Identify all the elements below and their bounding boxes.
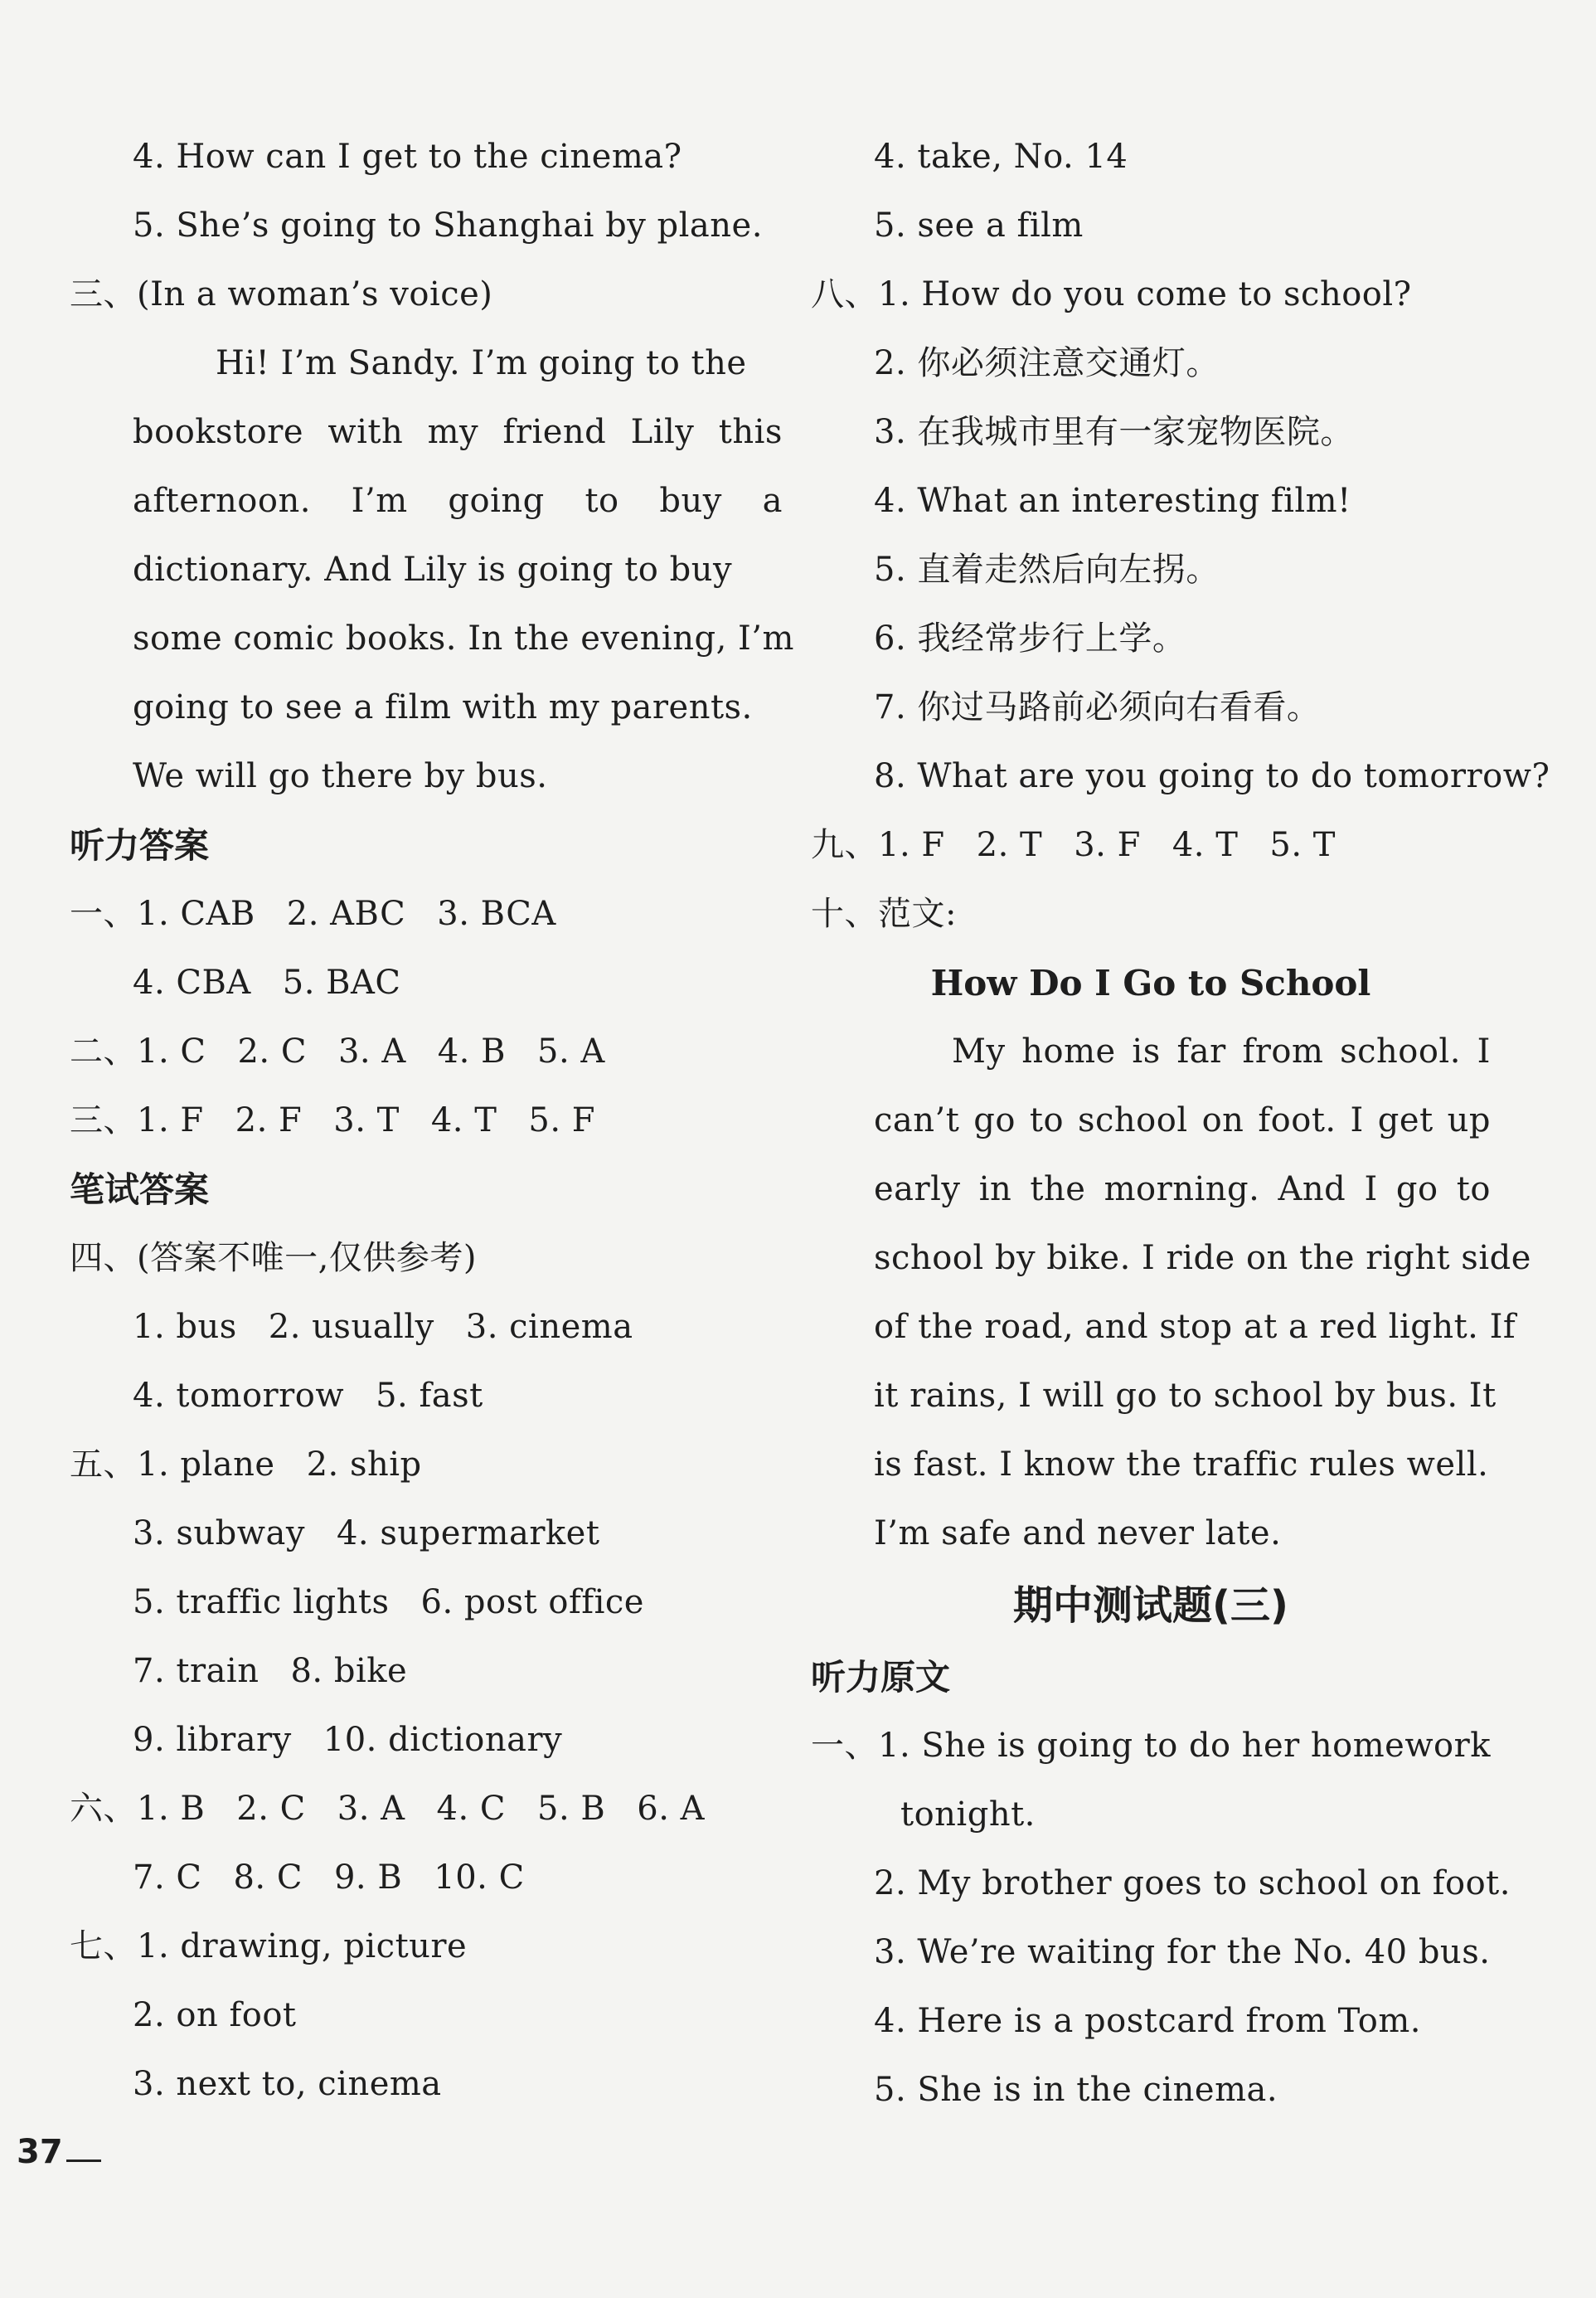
answer: 二、1. C xyxy=(70,1032,206,1071)
answer: 3. F xyxy=(1074,826,1141,864)
answer: 10. dictionary xyxy=(323,1721,563,1759)
essay-word: And xyxy=(1278,1170,1346,1208)
section-label: 四、(答案不唯一,仅供参考) xyxy=(70,1239,477,1277)
page-number-rule xyxy=(66,2160,101,2162)
essay-line xyxy=(811,1086,1491,1155)
essay-word: I xyxy=(1364,1170,1378,1208)
script-word: to xyxy=(1143,1727,1178,1765)
answer: 1. bus xyxy=(133,1308,237,1346)
essay-word: go xyxy=(1395,1170,1438,1208)
passage-line: going to see a film with my parents. xyxy=(133,688,753,726)
passage-word: this xyxy=(718,413,783,451)
essay-word: go xyxy=(973,1101,1016,1139)
passage-word: bookstore xyxy=(133,413,303,451)
essay-line: it rains, I will go to school by bus. It xyxy=(874,1377,1497,1415)
essay-word: is xyxy=(1132,1032,1161,1071)
script-word: do xyxy=(1188,1727,1231,1765)
answer: 5. BAC xyxy=(282,964,401,1002)
essay-line: is fast. I know the traffic rules well. xyxy=(874,1445,1489,1484)
answer-line: 3. 在我城市里有一家宠物医院。 xyxy=(874,413,1354,451)
answer: 4. CBA xyxy=(133,964,251,1002)
answer-line xyxy=(70,1637,783,1706)
answer: 4. T xyxy=(430,1101,497,1139)
answer-line: 8. What are you going to do tomorrow? xyxy=(874,757,1550,795)
essay-title: How Do I Go to School xyxy=(930,963,1371,1003)
answer: 8. C xyxy=(233,1858,303,1897)
answer: 5. fast xyxy=(376,1377,483,1415)
script-line: 2. My brother goes to school on foot. xyxy=(874,1864,1511,1902)
midterm-test-title: 期中测试题(三) xyxy=(1013,1582,1288,1629)
passage-word: friend xyxy=(502,413,607,451)
answer: 4. supermarket xyxy=(336,1514,600,1552)
answer: 5. traffic lights xyxy=(133,1583,390,1621)
answer: 9. B xyxy=(333,1858,403,1897)
answer-line xyxy=(70,1775,783,1844)
section-label: 三、(In a woman’s voice) xyxy=(70,275,493,313)
essay-word: morning. xyxy=(1104,1170,1260,1208)
script-line: 3. We’re waiting for the No. 40 bus. xyxy=(874,1933,1491,1971)
answer: 2. usually xyxy=(268,1308,434,1346)
answer: 4. tomorrow xyxy=(133,1377,345,1415)
answer: 2. C xyxy=(237,1032,307,1071)
passage-line xyxy=(70,467,783,536)
essay-word: up xyxy=(1447,1101,1491,1139)
answer-line: 5. see a film xyxy=(874,206,1084,245)
script-line: 5. She is in the cinema. xyxy=(874,2071,1278,2109)
script-word: is xyxy=(997,1727,1026,1765)
listening-script-heading: 听力原文 xyxy=(811,1657,951,1698)
answer: 3. A xyxy=(337,1032,406,1071)
passage-line: dictionary. And Lily is going to buy xyxy=(133,551,733,589)
script-word: 一、1. She xyxy=(811,1727,987,1765)
essay-line: school by bike. I ride on the right side xyxy=(874,1239,1531,1277)
written-answers-heading: 笔试答案 xyxy=(70,1169,210,1210)
answer: 8. bike xyxy=(290,1652,408,1690)
answer-line xyxy=(811,811,1491,880)
answer: 3. cinema xyxy=(465,1308,633,1346)
answer-line: 5. 直着走然后向左拐。 xyxy=(874,551,1220,589)
answer-line xyxy=(70,1499,783,1568)
essay-word: My xyxy=(952,1032,1006,1071)
answer-line xyxy=(70,1844,783,1912)
answer: 5. F xyxy=(528,1101,596,1139)
right-column xyxy=(811,123,1550,2125)
answer: 六、1. B xyxy=(70,1790,206,1828)
answer: 3. A xyxy=(337,1790,405,1828)
essay-word: foot. xyxy=(1258,1101,1336,1139)
essay-word: home xyxy=(1021,1032,1116,1071)
answer: 2. C xyxy=(236,1790,306,1828)
answer-line: 3. next to, cinema xyxy=(133,2065,442,2103)
answer-line xyxy=(70,1568,783,1637)
answer-line xyxy=(70,1362,783,1431)
answer-line xyxy=(70,949,783,1018)
answer: 3. subway xyxy=(133,1514,305,1552)
answer: 2. ABC xyxy=(286,895,406,933)
answer-line: 七、1. drawing, picture xyxy=(70,1927,468,1965)
answer-line: 4. How can I get to the cinema? xyxy=(133,138,682,176)
passage-line: Hi! I’m Sandy. I’m going to the xyxy=(216,344,747,382)
answer-line: 4. What an interesting film! xyxy=(874,482,1351,520)
passage-word: Lily xyxy=(630,413,695,451)
essay-line xyxy=(811,1018,1491,1086)
answer: 三、1. F xyxy=(70,1101,204,1139)
answer: 2. F xyxy=(235,1101,303,1139)
answer: 3. BCA xyxy=(437,895,556,933)
answer-line: 5. She’s going to Shanghai by plane. xyxy=(133,206,763,245)
passage-word: a xyxy=(762,482,783,520)
passage-word: to xyxy=(585,482,619,520)
essay-line xyxy=(811,1155,1491,1224)
answer: 3. T xyxy=(333,1101,400,1139)
section-label: 十、范文: xyxy=(811,895,957,933)
answer: 6. post office xyxy=(420,1583,644,1621)
listening-answers-heading: 听力答案 xyxy=(70,825,210,866)
essay-word: I xyxy=(1477,1032,1491,1071)
passage-word: buy xyxy=(659,482,722,520)
answer: 6. A xyxy=(637,1790,706,1828)
page-number: 37 xyxy=(17,2133,63,2171)
answer-line: 4. take, No. 14 xyxy=(874,138,1128,176)
answer: 5. T xyxy=(1269,826,1336,864)
answer: 5. A xyxy=(537,1032,605,1071)
answer-line: 7. 你过马路前必须向右看看。 xyxy=(874,688,1321,726)
essay-word: in xyxy=(978,1170,1012,1208)
essay-word: can’t xyxy=(874,1101,960,1139)
passage-word: my xyxy=(427,413,479,451)
answer: 4. C xyxy=(436,1790,507,1828)
passage-line: We will go there by bus. xyxy=(133,757,548,795)
answer-line xyxy=(70,1086,783,1155)
essay-word: to xyxy=(1456,1170,1491,1208)
answer: 2. ship xyxy=(306,1445,422,1484)
answer: 九、1. F xyxy=(811,826,945,864)
script-word: her xyxy=(1241,1727,1300,1765)
essay-word: school. xyxy=(1340,1032,1461,1071)
answer-line: 2. on foot xyxy=(133,1996,297,2034)
answer: 2. T xyxy=(976,826,1043,864)
answer: 9. library xyxy=(133,1721,292,1759)
listening-passage xyxy=(70,329,794,811)
essay-word: school xyxy=(1077,1101,1188,1139)
essay-line: of the road, and stop at a red light. If xyxy=(874,1308,1516,1346)
script-line: 4. Here is a postcard from Tom. xyxy=(874,2002,1421,2040)
essay-word: get xyxy=(1377,1101,1433,1139)
essay-word: from xyxy=(1242,1032,1324,1071)
answer-line xyxy=(70,1706,783,1775)
passage-word: with xyxy=(327,413,404,451)
passage-word: I’m xyxy=(351,482,408,520)
script-word: going xyxy=(1036,1727,1133,1765)
essay-word: to xyxy=(1029,1101,1065,1139)
answer: 五、1. plane xyxy=(70,1445,275,1484)
answer-line: 6. 我经常步行上学。 xyxy=(874,619,1186,658)
essay-line: I’m safe and never late. xyxy=(874,1514,1282,1552)
essay-word: early xyxy=(874,1170,961,1208)
script-line xyxy=(811,1712,1491,1781)
passage-line xyxy=(70,398,783,467)
answer-line xyxy=(70,880,783,949)
left-column xyxy=(70,123,794,2119)
answer: 10. C xyxy=(434,1858,525,1897)
answer: 4. T xyxy=(1172,826,1239,864)
answer: 4. B xyxy=(437,1032,507,1071)
answer-line xyxy=(70,1018,783,1086)
answer: 一、1. CAB xyxy=(70,895,255,933)
answer-line: 2. 你必须注意交通灯。 xyxy=(874,344,1220,382)
answer: 7. C xyxy=(133,1858,202,1897)
answer: 7. train xyxy=(133,1652,260,1690)
model-essay xyxy=(811,1018,1531,1568)
essay-word: on xyxy=(1201,1101,1244,1139)
answer-line xyxy=(70,1293,783,1362)
essay-word: far xyxy=(1176,1032,1226,1071)
script-word: homework xyxy=(1310,1727,1491,1765)
answer-line: 八、1. How do you come to school? xyxy=(811,275,1412,313)
passage-word: going xyxy=(448,482,545,520)
essay-word: the xyxy=(1030,1170,1086,1208)
answer: 5. B xyxy=(537,1790,606,1828)
passage-line: some comic books. In the evening, I’m xyxy=(133,619,794,658)
passage-word: afternoon. xyxy=(133,482,311,520)
script-line: tonight. xyxy=(900,1795,1036,1834)
essay-word: I xyxy=(1350,1101,1364,1139)
answer-line xyxy=(70,1431,783,1499)
